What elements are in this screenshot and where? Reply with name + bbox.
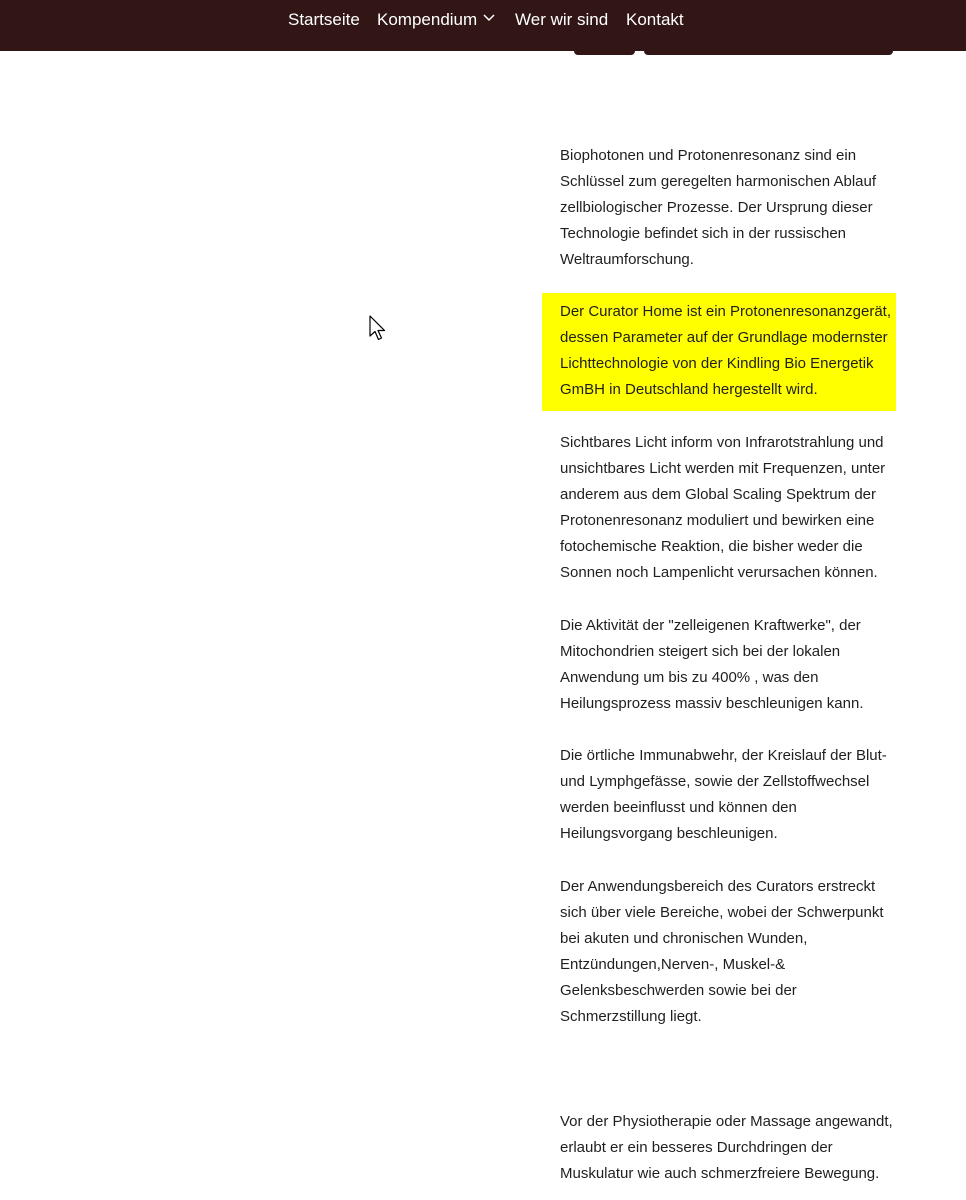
nav-item-kompendium-label: Kompendium [377,10,478,29]
nav-item-wer-wir-sind[interactable]: Wer wir sind [515,10,609,29]
paragraph-mitochondrien: Die Aktivität der "zelleigenen Kraftwerke", der Mitochondrien steigert sich bei der lokalen Anwendung um bis zu 400% , was den Heilungsprozess massiv beschleunigen kann. [560,617,864,712]
mouse-pointer-icon [369,315,387,341]
paragraph-biophotonen: Biophotonen und Protonenresonanz sind ein Schlüssel zum geregelten harmonischen Ablauf zellbiologischer Prozesse. Der Ursprung dieser Technologie befindet sich in der russischen Weltraumforschung. [560,147,877,268]
paragraph-physiotherapie: Vor der Physiotherapie oder Massage angewandt, erlaubt er ein besseres Durchdringen der Muskulatur wie auch schmerzfreiere Bewegung. [560,1113,893,1182]
paragraph-immunabwehr: Die örtliche Immunabwehr, der Kreislauf der Blut- und Lymphgefässe, sowie der Zellstoffwechsel werden beeinflusst und können den Heilungsvorgang beschleunigen. [560,747,887,842]
nav-item-kontakt[interactable]: Kontakt [626,10,684,29]
nav-item-startseite[interactable]: Startseite [288,10,360,29]
paragraph-anwendungsbereich: Der Anwendungsbereich des Curators erstreckt sich über viele Bereiche, wobei der Schwerpunkt bei akuten und chronischen Wunden, Entzündungen,Nerven-, Muskel-& Gelenksbeschwerden sowie bei der Schmerzstillung liegt. [560,878,884,1025]
paragraph-sichtbares-licht: Sichtbares Licht inform von Infrarotstrahlung und unsichtbares Licht werden mit Frequenzen, unter anderem aus dem Global Scaling Spektrum der Protonenresonanz moduliert und bewirken eine fotochemische Reaktion, die bisher weder die Sonnen noch Lampenlicht verursachen können. [560,434,886,581]
paragraph-curator-home: Der Curator Home ist ein Protonenresonanzgerät, dessen Parameter auf der Grundlage modernster Lichttechnologie von der Kindling Bio Energetik GmBH in Deutschland hergestellt wird. [560,303,891,398]
